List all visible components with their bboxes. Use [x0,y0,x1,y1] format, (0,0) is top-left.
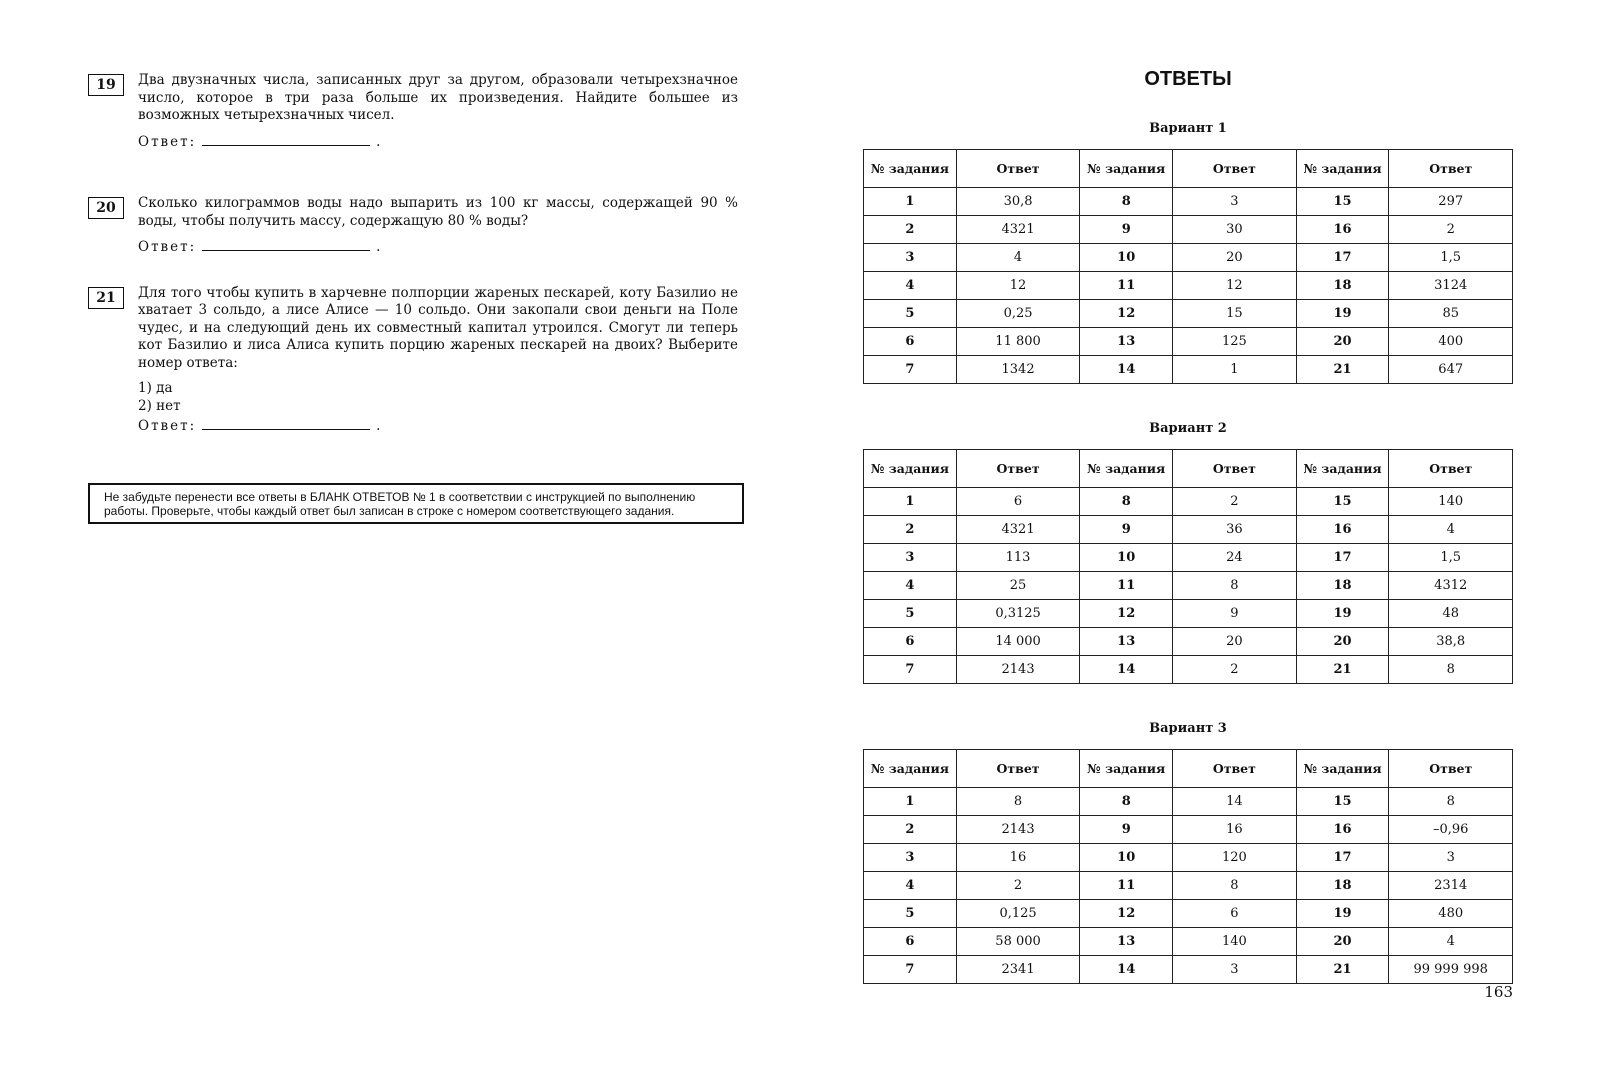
answer-cell: 3 [1173,188,1297,216]
task-number-cell: 21 [1296,956,1389,984]
task-number-cell: 15 [1296,788,1389,816]
answer-cell: 4312 [1389,572,1513,600]
task-number-cell: 19 [1296,600,1389,628]
table-row [864,572,1513,600]
table-row [864,300,1513,328]
answer-cell: 24 [1173,544,1297,572]
task-number-cell: 5 [864,600,957,628]
table-row [864,956,1513,984]
header-task-number: № задания [1296,450,1389,488]
task-number-cell: 12 [1080,600,1173,628]
answer-cell: 12 [1173,272,1297,300]
answers-title: ОТВЕТЫ [1144,68,1232,90]
answer-cell: 2 [1173,488,1297,516]
answer-cell: 8 [1389,656,1513,684]
task-number-cell: 9 [1080,816,1173,844]
task-number-cell: 14 [1080,356,1173,384]
table-row [864,244,1513,272]
header-task-number: № задания [1080,150,1173,188]
answer-cell: 9 [1173,600,1297,628]
table-row [864,328,1513,356]
task-number: 21 [88,287,124,309]
answers-table [863,449,1513,684]
task-number-cell: 20 [1296,928,1389,956]
task-number-cell: 12 [1080,300,1173,328]
task-number-cell: 7 [864,656,957,684]
header-task-number: № задания [1080,750,1173,788]
answer-cell: 36 [1173,516,1297,544]
task-number-cell: 1 [864,188,957,216]
task-number-cell: 20 [1296,628,1389,656]
answer-cell: 6 [956,488,1080,516]
task-number-cell: 4 [864,872,957,900]
answer-label: Ответ: [138,239,197,255]
task-number-cell: 13 [1080,928,1173,956]
task-number-cell: 2 [864,516,957,544]
header-task-number: № задания [1080,450,1173,488]
answer-cell: 14 000 [956,628,1080,656]
answer-cell: 4 [1389,928,1513,956]
task-number-cell: 18 [1296,872,1389,900]
answer-cell: 4 [956,244,1080,272]
task-text: Два двузначных числа, записанных друг за другом, образовали четырехзначное число, которое в три раза больше их произведения. Найдите большее из возможных четырехзначных чисел. [138,72,738,123]
answer-cell: 11 800 [956,328,1080,356]
header-answer: Ответ [1173,450,1297,488]
task-number-cell: 3 [864,844,957,872]
task-number-cell: 8 [1080,788,1173,816]
answer-blank[interactable] [202,133,370,146]
table-header-row [864,750,1513,788]
answer-cell: 38,8 [1389,628,1513,656]
answer-line: Ответ: . [138,239,383,255]
header-answer: Ответ [1173,150,1297,188]
answer-cell: 2 [1389,216,1513,244]
task-number-cell: 15 [1296,188,1389,216]
header-task-number: № задания [864,750,957,788]
task-number-cell: 1 [864,788,957,816]
task-number-cell: 13 [1080,328,1173,356]
answer-cell: 113 [956,544,1080,572]
task-text: Сколько килограммов воды надо выпарить из 100 кг массы, содержащей 90 % воды, чтобы получить массу, содержащую 80 % воды? [138,195,738,229]
answer-cell: 0,125 [956,900,1080,928]
answer-cell: 2341 [956,956,1080,984]
task-number-cell: 2 [864,816,957,844]
task-number-cell: 21 [1296,656,1389,684]
answer-cell: 1 [1173,356,1297,384]
variant-title: Вариант 3 [1149,721,1227,736]
task-number-cell: 18 [1296,572,1389,600]
answer-blank[interactable] [202,417,370,430]
left-page [88,70,738,436]
header-task-number: № задания [864,450,957,488]
task-number-cell: 6 [864,928,957,956]
table-row [864,928,1513,956]
task-number-cell: 16 [1296,516,1389,544]
task-number-cell: 8 [1080,488,1173,516]
answer-cell: 85 [1389,300,1513,328]
answer-cell: 4 [1389,516,1513,544]
task-number-cell: 11 [1080,872,1173,900]
header-answer: Ответ [956,750,1080,788]
answer-cell: 140 [1173,928,1297,956]
task-number-cell: 12 [1080,900,1173,928]
answer-options [138,380,738,415]
answer-cell: 1,5 [1389,244,1513,272]
variant-title: Вариант 2 [1149,421,1227,436]
task-number-cell: 11 [1080,572,1173,600]
table-row [864,844,1513,872]
table-row [864,656,1513,684]
table-row [864,356,1513,384]
answer-cell: 12 [956,272,1080,300]
variant-title: Вариант 1 [1149,121,1227,136]
answer-line: Ответ: . [138,133,383,150]
table-header-row [864,450,1513,488]
task-number-cell: 6 [864,328,957,356]
answer-cell: 48 [1389,600,1513,628]
header-answer: Ответ [1389,450,1513,488]
answer-cell: 6 [1173,900,1297,928]
answer-cell: 14 [1173,788,1297,816]
header-task-number: № задания [864,150,957,188]
answer-cell: 0,3125 [956,600,1080,628]
answer-cell: 2143 [956,656,1080,684]
answer-cell: –0,96 [1389,816,1513,844]
task-number-cell: 10 [1080,244,1173,272]
header-task-number: № задания [1296,750,1389,788]
answer-cell: 2 [956,872,1080,900]
answer-cell: 1,5 [1389,544,1513,572]
task-number-cell: 9 [1080,216,1173,244]
task-number-cell: 9 [1080,516,1173,544]
table-row [864,872,1513,900]
answer-label: Ответ: [138,133,197,150]
answer-cell: 25 [956,572,1080,600]
header-answer: Ответ [956,150,1080,188]
table-header-row [864,150,1513,188]
answer-cell: 0,25 [956,300,1080,328]
table-row [864,516,1513,544]
task-number-cell: 6 [864,628,957,656]
right-page [863,62,1513,984]
answer-cell: 1342 [956,356,1080,384]
table-row [864,272,1513,300]
instruction-notice: Не забудьте перенести все ответы в БЛАНК ОТВЕТОВ № 1 в соответствии с инструкцией по выполнению работы. Проверьте, чтобы каждый ответ был записан в строке с номером соответствующего задания. [88,483,744,524]
answer-cell: 8 [956,788,1080,816]
task-number-cell: 17 [1296,844,1389,872]
task-number-cell: 18 [1296,272,1389,300]
answer-cell: 8 [1173,872,1297,900]
answer-cell: 16 [956,844,1080,872]
task-number-cell: 19 [1296,900,1389,928]
answer-cell: 2143 [956,816,1080,844]
option-no: 2) нет [138,397,181,414]
answer-cell: 3 [1389,844,1513,872]
task-number-cell: 14 [1080,656,1173,684]
table-row [864,600,1513,628]
task-number-cell: 8 [1080,188,1173,216]
task-number: 19 [88,74,124,96]
answer-cell: 20 [1173,244,1297,272]
task-number-cell: 20 [1296,328,1389,356]
table-row [864,488,1513,516]
answer-cell: 15 [1173,300,1297,328]
task-number-cell: 21 [1296,356,1389,384]
task-number-cell: 5 [864,900,957,928]
answer-cell: 20 [1173,628,1297,656]
task-number-cell: 19 [1296,300,1389,328]
answer-cell: 4321 [956,516,1080,544]
page-number: 163 [1484,983,1513,1001]
task-20 [88,195,738,257]
answer-cell: 30,8 [956,188,1080,216]
task-19 [88,72,738,151]
answer-cell: 140 [1389,488,1513,516]
header-answer: Ответ [1173,750,1297,788]
task-number-cell: 4 [864,272,957,300]
answer-label: Ответ: [138,418,197,434]
task-number-cell: 13 [1080,628,1173,656]
answer-cell: 480 [1389,900,1513,928]
answer-cell: 2 [1173,656,1297,684]
task-number-cell: 7 [864,356,957,384]
answer-cell: 16 [1173,816,1297,844]
task-number-cell: 14 [1080,956,1173,984]
table-row [864,628,1513,656]
table-row [864,188,1513,216]
answer-cell: 647 [1389,356,1513,384]
task-number-cell: 16 [1296,216,1389,244]
table-row [864,216,1513,244]
option-yes: 1) да [138,380,173,396]
task-number: 20 [88,197,124,219]
task-text: Для того чтобы купить в харчевне полпорции жареных пескарей, коту Базилио не хватает 3 сольдо, а лисе Алисе — 10 сольдо. Они закопали свои деньги на Поле чудес, и на следующий день их совместный капитал утроился. Смогут ли теперь кот Базилио и лиса Алиса купить порцию жареных пескарей на двоих? Выберите номер ответа: [138,284,738,371]
table-row [864,788,1513,816]
answer-cell: 125 [1173,328,1297,356]
answer-line: Ответ: . [138,418,383,434]
task-number-cell: 1 [864,488,957,516]
answer-cell: 30 [1173,216,1297,244]
answer-cell: 4321 [956,216,1080,244]
task-number-cell: 15 [1296,488,1389,516]
answer-cell: 99 999 998 [1389,956,1513,984]
answer-cell: 297 [1389,188,1513,216]
task-number-cell: 17 [1296,544,1389,572]
answer-cell: 58 000 [956,928,1080,956]
task-number-cell: 10 [1080,544,1173,572]
variants-container [863,121,1513,984]
answers-table [863,149,1513,384]
answer-cell: 8 [1389,788,1513,816]
answer-cell: 3 [1173,956,1297,984]
task-number-cell: 3 [864,244,957,272]
header-answer: Ответ [1389,150,1513,188]
answer-cell: 2314 [1389,872,1513,900]
answer-cell: 3124 [1389,272,1513,300]
task-number-cell: 7 [864,956,957,984]
task-number-cell: 11 [1080,272,1173,300]
task-number-cell: 3 [864,544,957,572]
header-task-number: № задания [1296,150,1389,188]
answer-cell: 400 [1389,328,1513,356]
table-row [864,544,1513,572]
task-21 [88,285,738,436]
table-row [864,816,1513,844]
answer-cell: 8 [1173,572,1297,600]
task-number-cell: 10 [1080,844,1173,872]
header-answer: Ответ [956,450,1080,488]
task-number-cell: 5 [864,300,957,328]
task-number-cell: 4 [864,572,957,600]
header-answer: Ответ [1389,750,1513,788]
table-row [864,900,1513,928]
task-number-cell: 17 [1296,244,1389,272]
task-number-cell: 16 [1296,816,1389,844]
answers-table [863,749,1513,984]
answer-cell: 120 [1173,844,1297,872]
task-number-cell: 2 [864,216,957,244]
answer-blank[interactable] [202,238,370,251]
